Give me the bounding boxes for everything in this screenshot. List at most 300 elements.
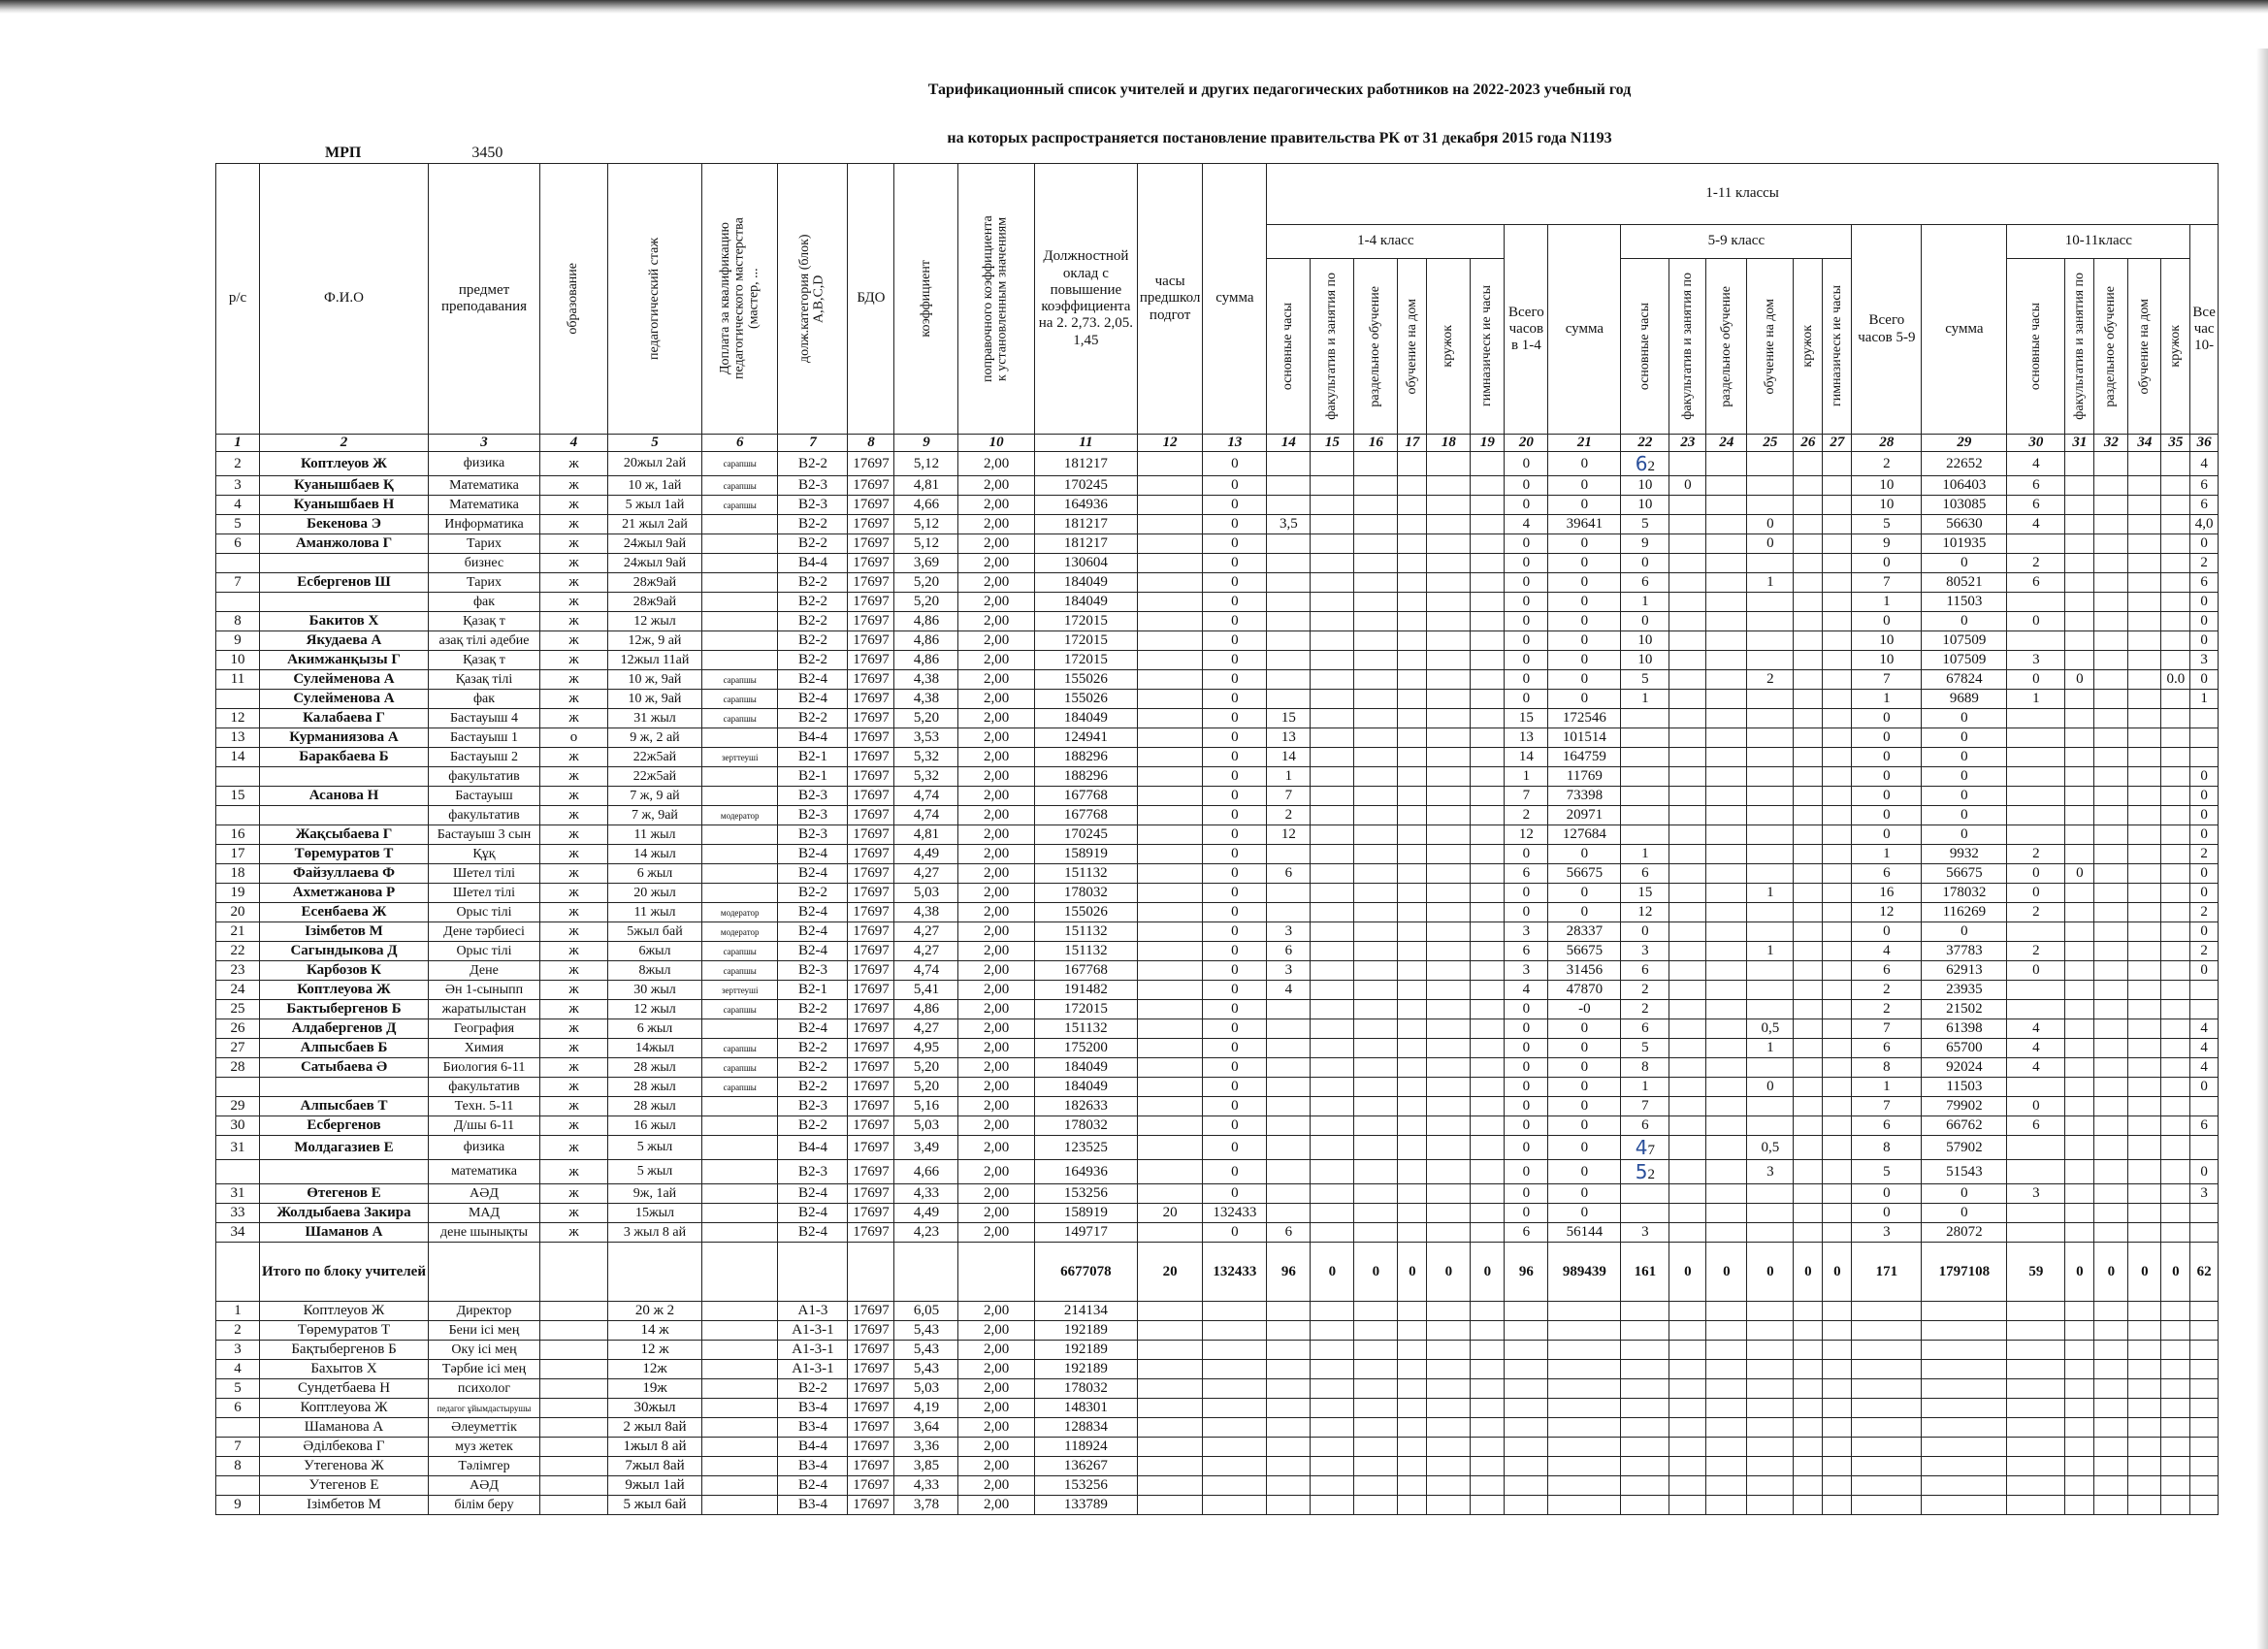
table-cell: 0 bbox=[2007, 612, 2065, 631]
table-cell bbox=[1311, 1184, 1354, 1204]
table-cell: 3 bbox=[1621, 1223, 1669, 1243]
table-cell: 181217 bbox=[1034, 534, 1137, 554]
table-cell: 4 bbox=[2007, 515, 2065, 534]
table-row bbox=[216, 690, 2219, 709]
table-cell bbox=[2128, 1360, 2161, 1379]
table-cell: 6 bbox=[1267, 942, 1311, 961]
table-cell bbox=[1311, 961, 1354, 981]
table-cell: сарапшы bbox=[702, 942, 778, 961]
table-cell: 107509 bbox=[1922, 651, 2007, 670]
table-cell: 28 жыл bbox=[608, 1097, 702, 1116]
table-cell bbox=[2065, 1496, 2094, 1515]
table-cell bbox=[540, 1243, 608, 1302]
table-cell bbox=[2094, 806, 2128, 825]
table-cell bbox=[2161, 1000, 2190, 1019]
table-cell bbox=[1471, 690, 1505, 709]
table-cell: азақ тілі әдебие bbox=[429, 631, 540, 651]
table-cell bbox=[1621, 1399, 1669, 1418]
table-cell bbox=[2161, 922, 2190, 942]
table-cell bbox=[1794, 496, 1823, 515]
table-cell: 164759 bbox=[1548, 748, 1621, 767]
table-cell bbox=[2094, 922, 2128, 942]
staff-name: Ізімбетов М bbox=[260, 1496, 429, 1515]
table-cell bbox=[1398, 1379, 1427, 1399]
table-cell bbox=[1706, 1418, 1747, 1438]
table-cell: 0 bbox=[1505, 1019, 1548, 1039]
table-cell: 0 bbox=[1203, 1058, 1267, 1078]
table-cell bbox=[1311, 1321, 1354, 1341]
table-cell: 4,38 bbox=[894, 903, 958, 922]
column-number: 21 bbox=[1548, 435, 1621, 452]
table-cell bbox=[1354, 612, 1398, 631]
table-cell: 0 bbox=[1203, 1019, 1267, 1039]
table-cell bbox=[1823, 1039, 1852, 1058]
table-cell: Тәлімгер bbox=[429, 1457, 540, 1476]
table-cell bbox=[1354, 961, 1398, 981]
table-cell bbox=[2161, 1457, 2190, 1476]
table-cell bbox=[1823, 612, 1852, 631]
table-cell bbox=[1427, 1457, 1471, 1476]
table-cell: 0 bbox=[1203, 1136, 1267, 1160]
table-cell: 2,00 bbox=[958, 1116, 1034, 1136]
table-cell bbox=[1427, 554, 1471, 573]
table-cell: 4,38 bbox=[894, 690, 958, 709]
table-cell: 0 bbox=[2190, 825, 2219, 845]
column-number: 31 bbox=[2065, 435, 2094, 452]
total-value: 62 bbox=[2190, 1243, 2219, 1302]
table-cell bbox=[1505, 1302, 1548, 1321]
table-cell: ж bbox=[540, 593, 608, 612]
table-cell: 0 bbox=[2190, 884, 2219, 903]
table-cell: АӘД bbox=[429, 1184, 540, 1204]
table-cell: А1-3 bbox=[778, 1302, 848, 1321]
table-cell bbox=[1505, 1399, 1548, 1418]
table-cell: 17697 bbox=[848, 1496, 894, 1515]
table-cell bbox=[1669, 593, 1706, 612]
table-cell: 1 bbox=[1852, 1078, 1922, 1097]
hdr-rs: р/с bbox=[216, 164, 260, 435]
table-cell: 5,03 bbox=[894, 1116, 958, 1136]
table-cell: физика bbox=[429, 1136, 540, 1160]
table-cell: 0 bbox=[1548, 1097, 1621, 1116]
column-number: 22 bbox=[1621, 435, 1669, 452]
table-cell: 17697 bbox=[848, 942, 894, 961]
table-cell bbox=[2161, 593, 2190, 612]
table-cell: 17697 bbox=[848, 1360, 894, 1379]
table-cell: 0 bbox=[1922, 1184, 2007, 1204]
table-cell: сарапшы bbox=[702, 496, 778, 515]
table-cell: 2,00 bbox=[958, 573, 1034, 593]
table-cell: 17697 bbox=[848, 1438, 894, 1457]
table-cell bbox=[1823, 554, 1852, 573]
table-cell bbox=[2007, 534, 2065, 554]
table-cell bbox=[1669, 845, 1706, 864]
table-cell bbox=[2161, 496, 2190, 515]
table-cell: 17697 bbox=[848, 728, 894, 748]
table-cell bbox=[2190, 1418, 2219, 1438]
table-cell: 0 bbox=[1505, 670, 1548, 690]
table-cell bbox=[1311, 1223, 1354, 1243]
table-cell: В2-2 bbox=[778, 534, 848, 554]
admin-row bbox=[216, 1360, 2219, 1379]
admin-row bbox=[216, 1341, 2219, 1360]
table-cell: 0 bbox=[1505, 496, 1548, 515]
table-cell: 192189 bbox=[1034, 1360, 1137, 1379]
table-cell: Биология 6-11 bbox=[429, 1058, 540, 1078]
table-cell bbox=[1621, 806, 1669, 825]
table-cell bbox=[2007, 1457, 2065, 1476]
table-cell: 6 bbox=[216, 1399, 260, 1418]
table-cell bbox=[1354, 1418, 1398, 1438]
table-cell: 17697 bbox=[848, 651, 894, 670]
table-cell bbox=[1398, 612, 1427, 631]
hdr-fio: Ф.И.О bbox=[260, 164, 429, 435]
table-cell: 0 bbox=[1505, 1058, 1548, 1078]
table-cell bbox=[958, 1243, 1034, 1302]
table-cell: 3 bbox=[2190, 1184, 2219, 1204]
table-cell bbox=[2094, 1438, 2128, 1457]
table-cell bbox=[1427, 864, 1471, 884]
table-cell bbox=[1354, 515, 1398, 534]
table-cell bbox=[2094, 1418, 2128, 1438]
table-cell: 0 bbox=[1852, 922, 1922, 942]
table-cell bbox=[1354, 1496, 1398, 1515]
table-cell bbox=[1267, 1321, 1311, 1341]
table-cell: ж bbox=[540, 1039, 608, 1058]
table-cell: 151132 bbox=[1034, 864, 1137, 884]
table-cell bbox=[1471, 981, 1505, 1000]
table-cell bbox=[2128, 1000, 2161, 1019]
table-cell bbox=[1747, 1000, 1794, 1019]
table-cell bbox=[1427, 981, 1471, 1000]
table-cell: 5,20 bbox=[894, 573, 958, 593]
table-cell: 6 bbox=[2190, 476, 2219, 496]
table-cell: 4 bbox=[216, 1360, 260, 1379]
table-cell: 10 bbox=[216, 651, 260, 670]
sub-header-cell bbox=[1706, 259, 1747, 435]
table-cell bbox=[1354, 806, 1398, 825]
table-cell bbox=[1706, 1097, 1747, 1116]
table-cell: 4,0 bbox=[2190, 515, 2219, 534]
table-cell bbox=[1203, 1496, 1267, 1515]
table-cell bbox=[2128, 767, 2161, 787]
table-cell bbox=[1794, 1302, 1823, 1321]
table-cell: 67824 bbox=[1922, 670, 2007, 690]
table-cell bbox=[1427, 1116, 1471, 1136]
table-cell: 6 bbox=[1621, 573, 1669, 593]
table-cell bbox=[1621, 787, 1669, 806]
table-cell bbox=[540, 1457, 608, 1476]
table-cell bbox=[2065, 573, 2094, 593]
table-cell: 9932 bbox=[1922, 845, 2007, 864]
table-cell bbox=[1267, 884, 1311, 903]
table-cell bbox=[702, 1243, 778, 1302]
table-cell bbox=[2065, 1078, 2094, 1097]
table-cell bbox=[1311, 1058, 1354, 1078]
table-cell bbox=[1794, 1184, 1823, 1204]
mrp-value: 3450 bbox=[471, 145, 503, 161]
teacher-name: Бекенова Э bbox=[260, 515, 429, 534]
table-cell bbox=[1267, 1438, 1311, 1457]
table-cell: 0 bbox=[1203, 748, 1267, 767]
table-cell: 56675 bbox=[1548, 864, 1621, 884]
table-cell bbox=[1311, 1097, 1354, 1116]
table-cell bbox=[2161, 452, 2190, 476]
admin-row bbox=[216, 1379, 2219, 1399]
admin-row bbox=[216, 1496, 2219, 1515]
table-cell: 2,00 bbox=[958, 1204, 1034, 1223]
table-cell bbox=[1427, 593, 1471, 612]
table-cell bbox=[2094, 651, 2128, 670]
table-cell bbox=[702, 1341, 778, 1360]
table-cell bbox=[1471, 1097, 1505, 1116]
table-cell: 0 bbox=[1747, 515, 1794, 534]
table-cell: 10 bbox=[1621, 476, 1669, 496]
table-row bbox=[216, 631, 2219, 651]
table-cell: 56675 bbox=[1922, 864, 2007, 884]
table-cell: 6 bbox=[1621, 961, 1669, 981]
table-cell bbox=[1706, 1496, 1747, 1515]
table-cell: 0 bbox=[1203, 670, 1267, 690]
table-cell bbox=[1427, 670, 1471, 690]
table-cell: ж bbox=[540, 1204, 608, 1223]
table-cell bbox=[1354, 1321, 1398, 1341]
table-cell: 17697 bbox=[848, 1184, 894, 1204]
table-cell bbox=[1137, 728, 1202, 748]
table-cell: 0 bbox=[1922, 554, 2007, 573]
table-cell bbox=[2161, 1116, 2190, 1136]
table-cell bbox=[2128, 748, 2161, 767]
table-cell bbox=[2128, 1438, 2161, 1457]
table-cell bbox=[2128, 825, 2161, 845]
table-cell: 5 bbox=[216, 1379, 260, 1399]
table-cell bbox=[1505, 1321, 1548, 1341]
column-number: 1 bbox=[216, 435, 260, 452]
table-cell bbox=[1922, 1457, 2007, 1476]
table-cell bbox=[1311, 631, 1354, 651]
table-cell bbox=[1137, 961, 1202, 981]
table-row bbox=[216, 1160, 2219, 1184]
column-number: 25 bbox=[1747, 435, 1794, 452]
table-row bbox=[216, 1078, 2219, 1097]
table-cell: 2,00 bbox=[958, 515, 1034, 534]
table-cell bbox=[1137, 1078, 1202, 1097]
column-number: 27 bbox=[1823, 435, 1852, 452]
table-cell: 0 bbox=[1505, 1160, 1548, 1184]
table-cell bbox=[2128, 903, 2161, 922]
table-cell: 47 bbox=[1621, 1136, 1669, 1160]
table-cell: 16 bbox=[216, 825, 260, 845]
table-cell bbox=[1311, 845, 1354, 864]
table-cell: 2,00 bbox=[958, 534, 1034, 554]
table-cell bbox=[702, 845, 778, 864]
table-cell bbox=[2094, 1136, 2128, 1160]
table-cell: 17697 bbox=[848, 452, 894, 476]
table-cell: 4,23 bbox=[894, 1223, 958, 1243]
table-cell: 22ж5ай bbox=[608, 767, 702, 787]
total-value: 20 bbox=[1137, 1243, 1202, 1302]
table-cell bbox=[1471, 806, 1505, 825]
table-cell: 6 bbox=[2190, 1116, 2219, 1136]
table-cell: 0 bbox=[1203, 612, 1267, 631]
table-cell: 17697 bbox=[848, 787, 894, 806]
sub-header-label: основные часы bbox=[2027, 302, 2043, 391]
table-row bbox=[216, 1039, 2219, 1058]
table-cell: 0 bbox=[1548, 452, 1621, 476]
table-cell bbox=[1852, 1476, 1922, 1496]
table-cell: 0 bbox=[2007, 1097, 2065, 1116]
table-cell: 4,27 bbox=[894, 922, 958, 942]
teacher-name: Есбергенов bbox=[260, 1116, 429, 1136]
table-cell bbox=[2007, 631, 2065, 651]
total-value: 96 bbox=[1267, 1243, 1311, 1302]
table-cell bbox=[1852, 1457, 1922, 1476]
table-cell bbox=[1137, 767, 1202, 787]
table-cell bbox=[1354, 864, 1398, 884]
table-cell bbox=[1311, 884, 1354, 903]
table-cell bbox=[2161, 554, 2190, 573]
total-value: 989439 bbox=[1548, 1243, 1621, 1302]
table-cell bbox=[1621, 1184, 1669, 1204]
table-cell: 0 bbox=[1922, 612, 2007, 631]
table-cell: 2,00 bbox=[958, 452, 1034, 476]
table-cell bbox=[2065, 1360, 2094, 1379]
table-cell: факультатив bbox=[429, 767, 540, 787]
table-cell bbox=[1398, 1116, 1427, 1136]
table-cell bbox=[1267, 1399, 1311, 1418]
table-cell: В2-2 bbox=[778, 612, 848, 631]
table-cell: 0 bbox=[1505, 690, 1548, 709]
table-cell bbox=[1137, 496, 1202, 515]
table-cell bbox=[2007, 1476, 2065, 1496]
table-cell: ж bbox=[540, 690, 608, 709]
column-number: 10 bbox=[958, 435, 1034, 452]
table-cell bbox=[2007, 1360, 2065, 1379]
table-cell bbox=[2128, 709, 2161, 728]
table-cell bbox=[2190, 1097, 2219, 1116]
table-cell bbox=[1311, 1457, 1354, 1476]
table-cell bbox=[1706, 1223, 1747, 1243]
table-cell bbox=[1669, 670, 1706, 690]
table-cell bbox=[1706, 942, 1747, 961]
table-cell bbox=[1354, 476, 1398, 496]
table-cell: 17697 bbox=[848, 612, 894, 631]
table-cell: бизнес bbox=[429, 554, 540, 573]
table-cell bbox=[2161, 1379, 2190, 1399]
table-cell: 0 bbox=[1203, 496, 1267, 515]
table-cell bbox=[1669, 1019, 1706, 1039]
table-cell bbox=[1621, 1321, 1669, 1341]
table-cell: 62913 bbox=[1922, 961, 2007, 981]
table-cell bbox=[1137, 942, 1202, 961]
table-cell: 6 bbox=[1505, 864, 1548, 884]
table-cell: 4 bbox=[216, 496, 260, 515]
sub-header-label: гимназическ ие часы bbox=[1479, 285, 1495, 407]
table-cell bbox=[702, 1379, 778, 1399]
table-cell: 2,00 bbox=[958, 922, 1034, 942]
table-cell bbox=[1427, 1223, 1471, 1243]
sub-header-cell bbox=[1471, 259, 1505, 435]
table-cell bbox=[2161, 728, 2190, 748]
table-cell bbox=[1471, 515, 1505, 534]
sub-header-label: факультатив и занятия по bbox=[2071, 273, 2087, 420]
table-cell: психолог bbox=[429, 1379, 540, 1399]
admin-row bbox=[216, 1457, 2219, 1476]
table-cell bbox=[1669, 787, 1706, 806]
table-cell bbox=[2161, 651, 2190, 670]
table-cell: 0 bbox=[1203, 767, 1267, 787]
table-cell bbox=[1311, 748, 1354, 767]
table-cell: 4 bbox=[1505, 981, 1548, 1000]
table-cell bbox=[1137, 864, 1202, 884]
table-cell bbox=[1471, 922, 1505, 942]
table-cell bbox=[1794, 1496, 1823, 1515]
table-cell: 28 жыл bbox=[608, 1078, 702, 1097]
table-cell: 17697 bbox=[848, 1379, 894, 1399]
table-cell bbox=[2094, 884, 2128, 903]
table-cell: 0 bbox=[1203, 593, 1267, 612]
table-cell: 6 bbox=[1621, 864, 1669, 884]
table-cell bbox=[1669, 884, 1706, 903]
table-cell: 0 bbox=[1203, 864, 1267, 884]
total-value: 132433 bbox=[1203, 1243, 1267, 1302]
table-cell bbox=[2190, 1438, 2219, 1457]
table-cell: 5,32 bbox=[894, 767, 958, 787]
table-cell bbox=[2161, 1341, 2190, 1360]
table-cell bbox=[1823, 1019, 1852, 1039]
table-cell bbox=[1398, 670, 1427, 690]
table-cell bbox=[1203, 1341, 1267, 1360]
table-cell: 0 bbox=[1922, 1204, 2007, 1223]
table-cell bbox=[1823, 631, 1852, 651]
table-cell: Директор bbox=[429, 1302, 540, 1321]
table-cell bbox=[2190, 1302, 2219, 1321]
table-cell: В2-2 bbox=[778, 631, 848, 651]
table-cell bbox=[2094, 1496, 2128, 1515]
table-cell bbox=[2065, 1321, 2094, 1341]
table-cell bbox=[1311, 1360, 1354, 1379]
table-cell bbox=[1267, 1058, 1311, 1078]
table-cell bbox=[1398, 1078, 1427, 1097]
table-cell bbox=[2094, 515, 2128, 534]
table-cell bbox=[1548, 1321, 1621, 1341]
table-cell bbox=[2007, 767, 2065, 787]
table-cell: 148301 bbox=[1034, 1399, 1137, 1418]
teacher-name bbox=[260, 806, 429, 825]
table-cell: 19ж bbox=[608, 1379, 702, 1399]
table-cell bbox=[2128, 496, 2161, 515]
table-cell: 10 ж, 9ай bbox=[608, 670, 702, 690]
table-cell bbox=[1706, 1019, 1747, 1039]
table-cell bbox=[1548, 1438, 1621, 1457]
table-cell bbox=[1706, 631, 1747, 651]
table-cell bbox=[1706, 1360, 1747, 1379]
table-cell: В2-4 bbox=[778, 864, 848, 884]
table-cell: 0 bbox=[1548, 1078, 1621, 1097]
table-cell bbox=[1267, 1136, 1311, 1160]
table-cell: 2,00 bbox=[958, 942, 1034, 961]
page-edge-shadow bbox=[2256, 48, 2268, 1649]
table-cell bbox=[1852, 1399, 1922, 1418]
table-cell: 31 жыл bbox=[608, 709, 702, 728]
table-row bbox=[216, 884, 2219, 903]
table-cell bbox=[2161, 1360, 2190, 1379]
table-cell bbox=[1354, 1341, 1398, 1360]
table-cell: 0,5 bbox=[1747, 1136, 1794, 1160]
table-cell bbox=[1823, 1321, 1852, 1341]
table-cell: 6 жыл bbox=[608, 1019, 702, 1039]
table-cell bbox=[2161, 748, 2190, 767]
